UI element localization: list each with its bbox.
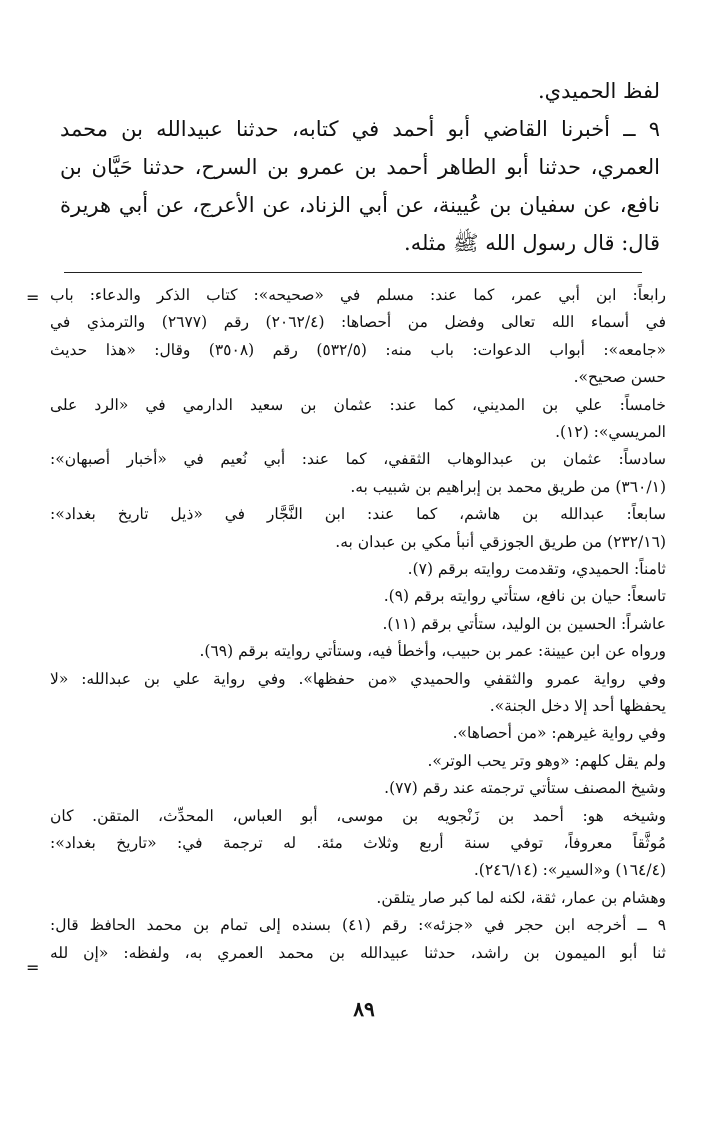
main-line: نافع، عن سفيان بن عُيينة، عن أبي الزناد، عن الأعرج، عن أبي هريرة bbox=[60, 193, 660, 217]
main-line: لفظ الحميدي. bbox=[537, 79, 660, 103]
footnote-line: سابعاً: عبدالله بن هاشم، كما عند: ابن النَّجَّار في «ذيل تاريخ بغداد»: bbox=[50, 505, 666, 524]
footnote-line: عاشراً: الحسين بن الوليد، ستأتي برقم (١١). bbox=[382, 614, 666, 633]
continuation-marker-start: = bbox=[26, 288, 40, 307]
footnotes bbox=[50, 282, 666, 967]
main-line: ٩ ــ أخبرنا القاضي أبو أحمد في كتابه، حدثنا عبيدالله بن محمد bbox=[60, 117, 660, 141]
footnote-line: وشيخ المصنف ستأتي ترجمته عند رقم (٧٧). bbox=[384, 779, 666, 798]
footnote-line: ورواه عن ابن عيينة: عمر بن حبيب، وأخطأ فيه، وستأتي روايته برقم (٦٩). bbox=[199, 642, 666, 661]
footnote-line: (١٦٤/٤) و«السير»: (٢٤٦/١٤). bbox=[473, 861, 666, 880]
footnote-line: (٣٦٠/١) من طريق محمد بن إبراهيم بن شبيب به. bbox=[350, 477, 666, 496]
footnote-line: يحفظها أحد إلا دخل الجنة». bbox=[489, 696, 666, 715]
footnote-line: وهشام بن عمار، ثقة، لكنه لما كبر صار يتلقن. bbox=[376, 888, 666, 907]
footnote-line: «جامعه»: أبواب الدعوات: باب منه: (٥٣٢/٥) رقم (٣٥٠٨) وقال: «هذا حديث bbox=[50, 340, 666, 359]
footnote-line: رابعاً: ابن أبي عمر، كما عند: مسلم في «صحيحه»: كتاب الذكر والدعاء: باب bbox=[50, 286, 666, 304]
main-text bbox=[60, 72, 660, 262]
footnote-line: المريسي»: (١٢). bbox=[555, 422, 666, 441]
footnote-line: وفي رواية غيرهم: «من أحصاها». bbox=[452, 724, 666, 743]
footnote-line: (٢٣٢/١٦) من طريق الجوزقي أنبأ مكي بن عبدان به. bbox=[335, 532, 666, 551]
footnote-line: ٩ ــ أخرجه ابن حجر في «جزئه»: رقم (٤١) بسنده إلى تمام بن محمد الحافظ قال: bbox=[50, 916, 666, 935]
footnote-line: تاسعاً: حيان بن نافع، ستأتي روايته برقم (٩). bbox=[383, 587, 666, 606]
footnote-line: ثنا أبو الميمون بن راشد، حدثنا عبيدالله بن محمد العمري به، ولفظه: «إن لله bbox=[50, 943, 666, 962]
footnote-line: حسن صحيح». bbox=[573, 368, 666, 387]
footnote-line: سادساً: عثمان بن عبدالوهاب الثقفي، كما عند: أبي نُعيم في «أخبار أصبهان»: bbox=[50, 450, 666, 469]
footnote-line: مُوثَّقاً معروفاً، توفي سنة أربع وثلاث مئة. له ترجمة في: «تاريخ بغداد»: bbox=[50, 834, 666, 852]
continuation-marker-end: = bbox=[26, 958, 40, 977]
footnote-line: في أسماء الله تعالى وفضل من أحصاها: (٢٠٦٢/٤) رقم (٢٦٧٧) والترمذي في bbox=[50, 313, 666, 332]
footnote-line: ثامناً: الحميدي، وتقدمت روايته برقم (٧). bbox=[407, 559, 666, 578]
main-line: العمري، حدثنا أبو الطاهر أحمد بن عمرو بن السرح، حدثنا حَيَّان بن bbox=[60, 155, 660, 179]
footnote-line: ولم يقل كلهم: «وهو وتر يحب الوتر». bbox=[427, 751, 666, 770]
page-number: ٨٩ bbox=[353, 997, 375, 1021]
footnote-line: خامساً: علي بن المديني، كما عند: عثمان بن سعيد الدارمي في «الرد على bbox=[50, 395, 666, 414]
footnote-line: وشيخه هو: أحمد بن زَنْجويه بن موسى، أبو العباس، المحدِّث، المتقن. كان bbox=[50, 806, 666, 825]
footnote-divider bbox=[64, 272, 642, 273]
main-line: قال: قال رسول الله ﷺ مثله. bbox=[404, 231, 660, 255]
footnote-line: وفي رواية عمرو والثقفي والحميدي «من حفظها». وفي رواية علي بن عبدالله: «لا bbox=[50, 669, 666, 688]
